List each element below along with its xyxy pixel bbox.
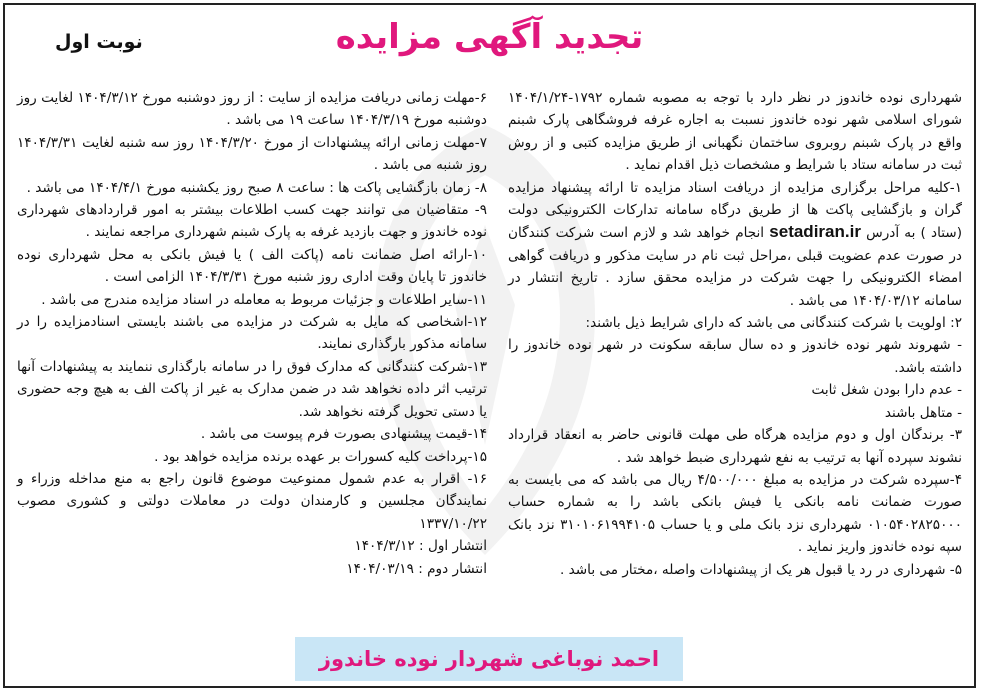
item-2-condition-a: - شهروند شهر نوده خاندوز و ده سال سابقه سکونت در شهر نوده خاندوز را داشته باشد. xyxy=(508,337,962,376)
item-1 xyxy=(508,177,962,312)
item-2: ۲: اولویت با شرکت کنندگانی می باشد که دارای شرایط ذیل باشند: xyxy=(585,315,962,332)
item-5: ۵- شهرداری در رد یا قبول هر یک از پیشنهادات واصله ،مختار می باشد . xyxy=(560,561,962,578)
item-12: ۱۲-اشخاصی که مایل به شرکت در مزایده می باشند بایستی اسنادمزایده را در سامانه مذکور بارگذاری نمایند. xyxy=(17,314,487,353)
right-column xyxy=(508,87,962,581)
item-2-condition-c: - متاهل باشند xyxy=(884,404,962,421)
announcement-page xyxy=(3,3,976,688)
item-14: ۱۴-قیمت پیشنهادی بصورت فرم پیوست می باشد . xyxy=(200,426,487,443)
item-10: ۱۰-ارائه اصل ضمانت نامه (پاکت الف ) یا فیش بانکی به محل شهرداری نوده خاندوز تا پایان وقت اداری روز شنبه مورخ ۱۴۰۴/۳/۳۱ الزامی است . xyxy=(17,246,487,286)
signature-banner xyxy=(295,637,683,681)
item-8: ۸- زمان بازگشایی پاکت ها : ساعت ۸ صبح روز یکشنبه مورخ ۱۴۰۴/۴/۱ می باشد . xyxy=(26,179,487,196)
page-title: تجدید آگهی مزایده xyxy=(335,17,644,57)
header xyxy=(5,5,974,85)
item-1-text-start: ۱-کلیه مراحل برگزاری مزایده از دریافت اسناد مزایده تا ارائه پیشنهاد مزایده گران و بازگشایی پاکت ها از طریق درگاه سامانه تدارکات الکترونیکی دولت (ستاد ) به آدرس xyxy=(508,179,963,242)
item-6: ۶-مهلت زمانی دریافت مزایده از سایت : از روز دوشنبه مورخ ۱۴۰۴/۳/۱۲ لغایت روز دوشنبه مورخ ۱۴۰۴/۳/۱۹ ساعت ۱۹ می باشد . xyxy=(17,90,488,129)
round-label: نوبت اول xyxy=(55,31,143,53)
left-column xyxy=(17,87,487,580)
item-9: ۹- متقاضیان می توانند جهت کسب اطلاعات بیشتر به امور قراردادهای شهرداری نوده خاندوز و جهت بازدید غرفه به پارک شبنم شهرداری مراجعه نمایند . xyxy=(17,202,487,241)
intro-paragraph: شهرداری نوده خاندوز در نظر دارد با توجه به مصوبه شماره ۱۷۹۲-۱۴۰۴/۱/۲۴ شورای اسلامی شهر نوده خاندوز نسبت به اجاره غرفه فروشگاهی پارک شبنم واقع در پارک شبنم روبروی ساختمان نگهبانی از طریق مزایده کتبی و از روش ثبت در سامانه ستاد با شرایط و مشخصات ذیل اقدام نماید . xyxy=(508,90,962,174)
publish-date-second: انتشار دوم : ۱۴۰۴/۰۳/۱۹ xyxy=(346,560,487,577)
item-16: ۱۶- اقرار به عدم شمول ممنوعیت موضوع قانون راجع به منع مداخله وزراء و نمایندگان مجلسین و کارمندان دولت در معاملات دولتی و کشوری مصوب ۱۳۳۷/۱۰/۲۲ xyxy=(17,470,487,532)
item-15: ۱۵-پرداخت کلیه کسورات بر عهده برنده مزایده خواهد بود . xyxy=(154,448,487,465)
item-1-text-end: انجام خواهد شد و لازم است شرکت کنندگان در صورت عدم عضویت قبلی ،مراحل ثبت نام در سایت مذکور و دریافت گواهی امضاء الکترونیکی را جهت شرکت در مزایده محقق سازد . تاریخ انتشار در سامانه ۱۴۰۴/۰۳/۱۲ می باشد . xyxy=(508,225,962,309)
signature-text: احمد نوباغی شهردار نوده خاندوز xyxy=(318,647,660,671)
publish-date-first: انتشار اول : ۱۴۰۴/۳/۱۲ xyxy=(354,538,487,555)
item-2-condition-b: - عدم دارا بودن شغل ثابت xyxy=(811,382,962,399)
item-13: ۱۳-شرکت کنندگانی که مدارک فوق را در سامانه بارگذاری ننمایند به پیشنهادات آنها ترتیب اثر داده نخواهد شد در ضمن مدارک به غیر از پاکت الف به هیچ وجه حضوری یا دستی تحویل گرفته نخواهد شد. xyxy=(17,358,487,420)
item-4: ۴-سپرده شرکت در مزایده به مبلغ ۴/۵۰۰/۰۰۰ ریال می باشد که می بایست به صورت ضمانت نامه بانکی یا فیش بانکی باشد را به شماره حساب ۰۱۰۵۴۰۲۸۲۵۰۰۰ شهرداری نزد بانک ملی و یا حساب ۳۱۰۱۰۶۱۹۹۴۱۰۵ نزد بانک سپه نوده خاندوز واریز نماید . xyxy=(508,471,962,556)
item-11: ۱۱-سایر اطلاعات و جزئیات مربوط به معامله در اسناد مزایده مندرج می باشد . xyxy=(41,291,487,308)
item-3: ۳- برندگان اول و دوم مزایده هرگاه طی مهلت قانونی حاضر به انعقاد قرارداد نشوند سپرده آنها به ترتیب به نفع شهرداری ضبط خواهد شد . xyxy=(508,427,962,466)
setadiran-link[interactable]: setadiran.ir xyxy=(769,222,861,242)
item-7: ۷-مهلت زمانی ارائه پیشنهادات از مورخ ۱۴۰۴/۳/۲۰ روز سه شنبه لغایت ۱۴۰۴/۳/۳۱ روز شنبه می باشد . xyxy=(17,134,487,174)
